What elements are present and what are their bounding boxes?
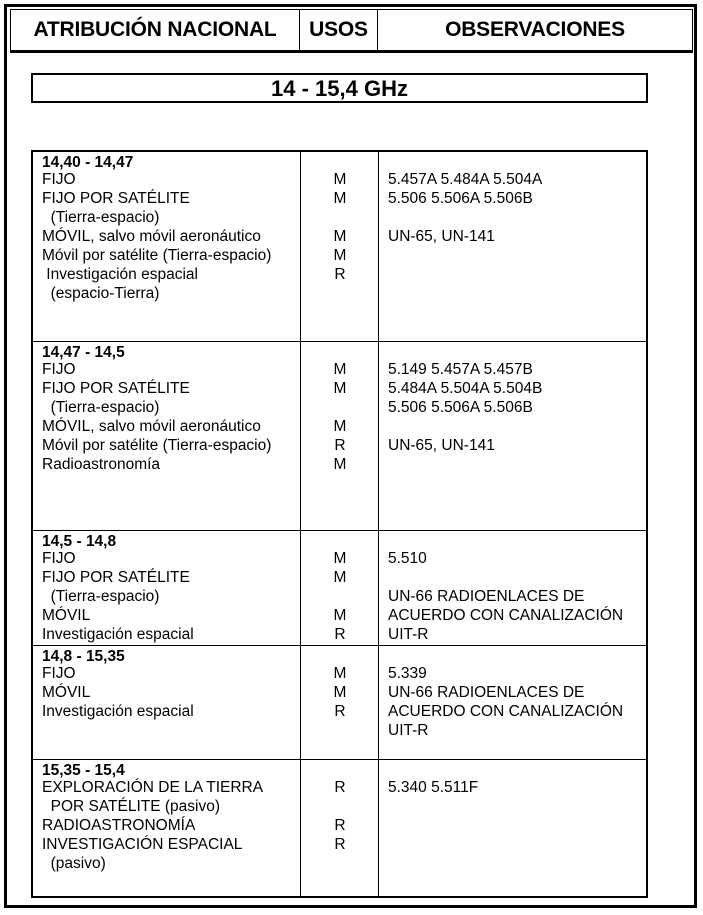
use-code: M xyxy=(333,361,347,378)
service-name: Investigación espacial xyxy=(42,626,194,643)
row-divider xyxy=(33,645,646,646)
observation-text: 5.457A 5.484A 5.504A xyxy=(388,171,543,188)
use-code: R xyxy=(334,779,346,796)
header-observaciones: OBSERVACIONES xyxy=(445,18,625,41)
use-code: M xyxy=(333,418,347,435)
service-name: (Tierra-espacio) xyxy=(42,588,160,605)
service-name: FIJO xyxy=(42,665,76,682)
use-code: M xyxy=(333,665,347,682)
row-divider xyxy=(33,530,646,531)
observation-text: 5.506 5.506A 5.506B xyxy=(388,190,533,207)
observation-text: UIT-R xyxy=(388,722,429,739)
service-name: Móvil por satélite (Tierra-espacio) xyxy=(42,437,272,454)
service-name: EXPLORACIÓN DE LA TIERRA xyxy=(42,779,264,796)
use-code: M xyxy=(333,380,347,397)
service-name: FIJO POR SATÉLITE xyxy=(42,569,190,586)
observation-text: ACUERDO CON CANALIZACIÓN xyxy=(388,607,624,624)
observation-text: UN-66 RADIOENLACES DE xyxy=(388,684,585,701)
header-atribucion: ATRIBUCIÓN NACIONAL xyxy=(33,18,277,41)
observation-text: UIT-R xyxy=(388,626,429,643)
service-name: Radioastronomía xyxy=(42,456,161,473)
use-code: R xyxy=(334,626,346,643)
row-divider xyxy=(33,759,646,760)
observation-text: 5.339 xyxy=(388,665,427,682)
use-code: M xyxy=(333,607,347,624)
service-name: Investigación espacial xyxy=(42,266,198,283)
use-code: M xyxy=(333,247,347,264)
use-code: R xyxy=(334,703,346,720)
frequency-range: 14,40 - 14,47 xyxy=(42,154,134,171)
frequency-range: 14,47 - 14,5 xyxy=(42,344,125,361)
observation-text: ACUERDO CON CANALIZACIÓN xyxy=(388,703,624,720)
service-name: (pasivo) xyxy=(42,855,106,872)
service-name: (Tierra-espacio) xyxy=(42,399,160,416)
service-name: FIJO xyxy=(42,361,76,378)
header-usos: USOS xyxy=(309,18,368,41)
observation-text: 5.149 5.457A 5.457B xyxy=(388,361,533,378)
use-code: M xyxy=(333,684,347,701)
service-name: FIJO xyxy=(42,171,76,188)
service-name: POR SATÉLITE (pasivo) xyxy=(42,798,221,815)
use-code: R xyxy=(334,266,346,283)
use-code: M xyxy=(333,190,347,207)
service-name: Investigación espacial xyxy=(42,703,194,720)
service-name: FIJO POR SATÉLITE xyxy=(42,190,190,207)
frequency-range: 14,5 - 14,8 xyxy=(42,533,117,550)
service-name: FIJO POR SATÉLITE xyxy=(42,380,190,397)
observation-text: UN-66 RADIOENLACES DE xyxy=(388,588,585,605)
service-name: MÓVIL, salvo móvil aeronáutico xyxy=(42,228,261,245)
service-name: (Tierra-espacio) xyxy=(42,209,160,226)
observation-text: UN-65, UN-141 xyxy=(388,437,495,454)
row-divider xyxy=(33,341,646,342)
service-name: FIJO xyxy=(42,550,76,567)
service-name: MÓVIL xyxy=(42,684,91,701)
use-code: M xyxy=(333,456,347,473)
observation-text: 5.510 xyxy=(388,550,427,567)
use-code: R xyxy=(334,836,346,853)
allocation-table xyxy=(31,150,648,898)
observation-text: 5.484A 5.504A 5.504B xyxy=(388,380,543,397)
use-code: M xyxy=(333,569,347,586)
service-name: RADIOASTRONOMÍA xyxy=(42,817,196,834)
use-code: R xyxy=(334,817,346,834)
service-name: Móvil por satélite (Tierra-espacio) xyxy=(42,247,272,264)
observation-text: UN-65, UN-141 xyxy=(388,228,495,245)
service-name: MÓVIL, salvo móvil aeronáutico xyxy=(42,418,261,435)
use-code: M xyxy=(333,550,347,567)
table-header xyxy=(10,9,693,53)
frequency-range: 14,8 - 15,35 xyxy=(42,648,125,665)
observation-text: 5.506 5.506A 5.506B xyxy=(388,399,533,416)
use-code: R xyxy=(334,437,346,454)
service-name: MÓVIL xyxy=(42,607,91,624)
observation-text: 5.340 5.511F xyxy=(388,779,479,796)
band-title: 14 - 15,4 GHz xyxy=(31,73,648,103)
use-code: M xyxy=(333,171,347,188)
use-code: M xyxy=(333,228,347,245)
service-name: INVESTIGACIÓN ESPACIAL xyxy=(42,836,243,853)
frequency-range: 15,35 - 15,4 xyxy=(42,762,125,779)
service-name: (espacio-Tierra) xyxy=(42,285,160,302)
